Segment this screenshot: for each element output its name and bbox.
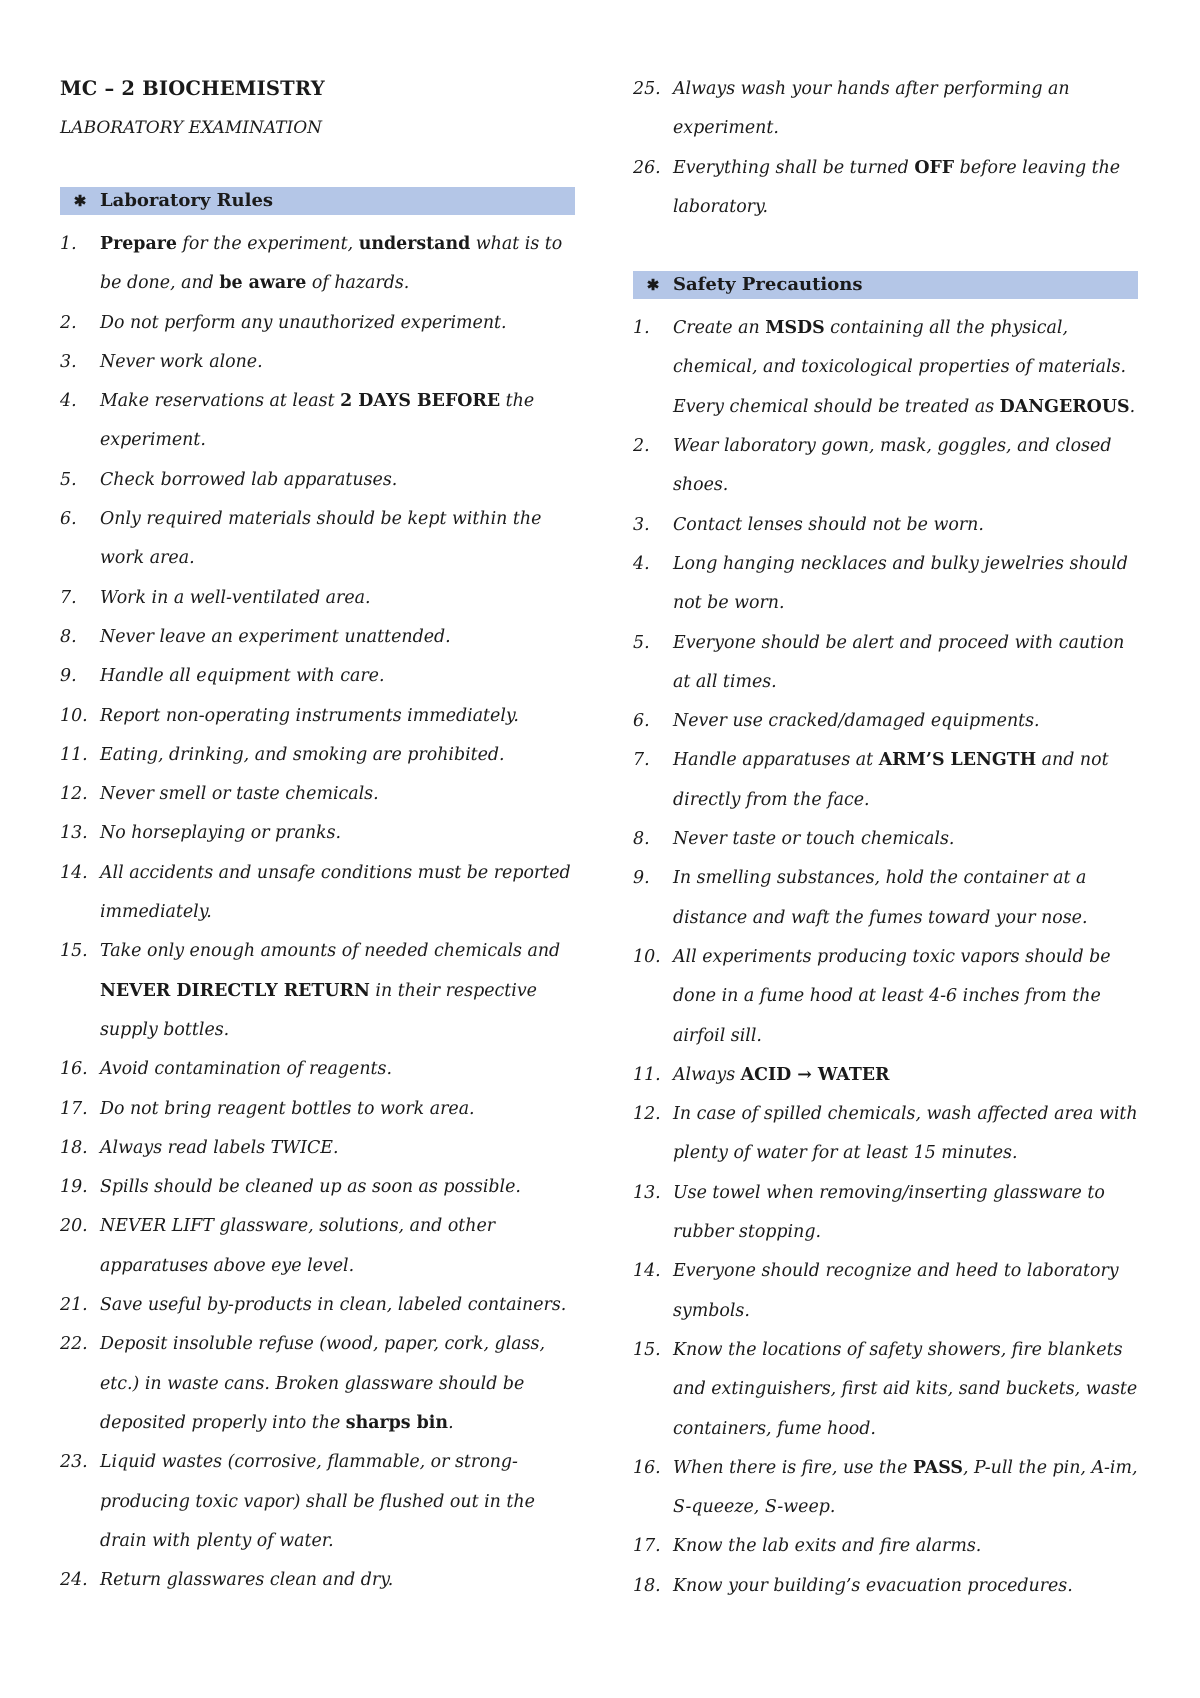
- item-text: Everything shall be turned: [673, 157, 915, 178]
- item-number: 23.: [60, 1452, 88, 1473]
- item-text: When there is fire, use the: [673, 1457, 913, 1478]
- section-heading-safety-precautions: [633, 271, 1138, 299]
- item-number: 14.: [633, 1261, 661, 1282]
- item-emphasis: be aware: [219, 273, 307, 294]
- item-number: 5.: [633, 632, 650, 653]
- list-item: [60, 225, 575, 304]
- item-number: 5.: [60, 469, 77, 490]
- item-number: 20.: [60, 1216, 88, 1237]
- item-text: Know your building’s evacuation procedures.: [673, 1575, 1073, 1596]
- list-item: [633, 1567, 1138, 1606]
- document-title: MC – 2 BIOCHEMISTRY: [60, 77, 325, 100]
- asterisk-bullet-icon: ✱: [73, 192, 87, 210]
- list-item: [633, 149, 1138, 228]
- item-number: 12.: [633, 1104, 661, 1125]
- item-text: Never taste or touch chemicals.: [673, 829, 955, 850]
- item-text: Use towel when removing/inserting glassware to rubber stopping.: [673, 1182, 1105, 1243]
- item-number: 6.: [633, 711, 650, 732]
- item-text: Never work alone.: [100, 351, 263, 372]
- list-item: [633, 506, 1138, 545]
- list-item: [633, 545, 1138, 624]
- item-text: Handle apparatuses at: [673, 750, 879, 771]
- item-text: Handle all equipment with care.: [100, 666, 385, 687]
- item-text: for the experiment,: [176, 234, 359, 254]
- item-number: 19.: [60, 1177, 88, 1198]
- item-number: 17.: [633, 1536, 661, 1557]
- item-emphasis: Prepare: [100, 234, 177, 254]
- list-item: [60, 618, 575, 657]
- item-text: of hazards.: [306, 273, 410, 294]
- list-item: [60, 657, 575, 696]
- list-item: [60, 1129, 575, 1168]
- item-number: 1.: [633, 318, 650, 339]
- list-item: [60, 736, 575, 775]
- document-subtitle: LABORATORY EXAMINATION: [60, 118, 323, 138]
- item-text: Do not perform any unauthorized experiment.: [100, 312, 507, 333]
- list-item: [60, 579, 575, 618]
- list-item: [60, 461, 575, 500]
- item-text: All experiments producing toxic vapors should be done in a fume hood at least 4-6 inches from the airfoil sill.: [673, 946, 1111, 1046]
- list-item: [633, 1252, 1138, 1331]
- item-text: Wear laboratory gown, mask, goggles, and closed shoes.: [673, 436, 1112, 496]
- item-number: 11.: [633, 1064, 661, 1085]
- left-column: [60, 70, 575, 1600]
- item-text: and not directly from the face.: [673, 750, 1109, 810]
- item-text: Know the locations of safety showers, fire blankets and extinguishers, first aid kits, sand buckets, waste containers, fume hood.: [673, 1339, 1138, 1439]
- item-text: Know the lab exits and fire alarms.: [673, 1536, 982, 1557]
- item-number: 18.: [60, 1137, 88, 1158]
- list-item: [633, 938, 1138, 1056]
- item-number: 22.: [60, 1334, 88, 1355]
- section-heading-label: Safety Precautions: [673, 274, 863, 296]
- item-number: 3.: [60, 351, 77, 372]
- list-item: [633, 820, 1138, 859]
- item-text: In smelling substances, hold the container at a distance and waft the fumes toward your nose.: [673, 868, 1088, 928]
- list-item: [60, 500, 575, 579]
- item-text: containing all the physical, chemical, and toxicological properties of materials. Every chemical should be treated as: [673, 318, 1126, 417]
- item-text: Do not bring reagent bottles to work area.: [100, 1098, 475, 1119]
- item-text: what is to be done, and: [100, 234, 563, 294]
- item-emphasis: 2 DAYS BEFORE: [340, 391, 501, 412]
- list-item: [60, 775, 575, 814]
- item-number: 21.: [60, 1295, 88, 1316]
- item-number: 8.: [633, 829, 650, 850]
- list-item: [633, 1095, 1138, 1174]
- safety-precautions-list: [633, 309, 1138, 1606]
- list-item: [60, 1090, 575, 1129]
- list-item: [633, 859, 1138, 938]
- list-item: [60, 382, 575, 461]
- item-text: Create an: [673, 318, 766, 339]
- list-item: [633, 702, 1138, 741]
- list-item: [60, 343, 575, 382]
- item-number: 2.: [633, 436, 650, 457]
- list-item: [633, 70, 1138, 149]
- item-number: 1.: [60, 234, 77, 254]
- item-number: 9.: [633, 868, 650, 889]
- item-number: 13.: [60, 823, 88, 844]
- list-item: [60, 854, 575, 933]
- list-item: [60, 304, 575, 343]
- item-emphasis: ACID → WATER: [740, 1064, 890, 1085]
- item-text: In case of spilled chemicals, wash affected area with plenty of water for at least 15 minutes.: [673, 1104, 1138, 1164]
- list-item: [633, 1174, 1138, 1253]
- item-number: 26.: [633, 157, 661, 178]
- item-text: Work in a well-ventilated area.: [100, 587, 371, 608]
- item-number: 13.: [633, 1182, 661, 1203]
- item-number: 15.: [633, 1339, 661, 1360]
- item-number: 24.: [60, 1570, 88, 1591]
- item-number: 16.: [60, 1059, 88, 1080]
- item-number: 16.: [633, 1457, 661, 1478]
- item-emphasis: OFF: [914, 157, 955, 178]
- list-item: [633, 1449, 1138, 1528]
- item-text: Avoid contamination of reagents.: [100, 1059, 392, 1080]
- item-emphasis: understand: [358, 234, 471, 254]
- list-item: [633, 624, 1138, 703]
- item-number: 7.: [633, 750, 650, 771]
- laboratory-rules-list-continued: [633, 70, 1138, 227]
- item-text: Only required materials should be kept within the work area.: [100, 509, 542, 569]
- item-text: Never leave an experiment unattended.: [100, 626, 451, 647]
- section-heading-label: Laboratory Rules: [100, 190, 274, 211]
- item-text: Report non-operating instruments immediately.: [100, 705, 519, 726]
- item-text: Check borrowed lab apparatuses.: [100, 469, 398, 490]
- item-text: before leaving the laboratory.: [673, 157, 1121, 217]
- item-number: 17.: [60, 1098, 88, 1119]
- item-text: Long hanging necklaces and bulky jewelries should not be worn.: [673, 553, 1128, 614]
- list-item: [60, 1561, 575, 1600]
- list-item: [60, 1207, 575, 1286]
- item-emphasis: PASS: [912, 1457, 963, 1478]
- item-number: 18.: [633, 1575, 661, 1596]
- item-number: 25.: [633, 79, 661, 99]
- item-number: 12.: [60, 784, 88, 805]
- item-text: Never smell or taste chemicals.: [100, 784, 379, 805]
- item-number: 4.: [60, 391, 77, 412]
- item-text: in their respective supply bottles.: [100, 980, 537, 1040]
- item-emphasis: DANGEROUS: [999, 396, 1130, 417]
- item-text: Spills should be cleaned up as soon as possible.: [100, 1177, 521, 1198]
- list-item: [60, 697, 575, 736]
- item-number: 11.: [60, 744, 88, 765]
- item-number: 7.: [60, 587, 77, 608]
- item-number: 2.: [60, 312, 77, 333]
- list-item: [60, 814, 575, 853]
- item-text: NEVER LIFT glassware, solutions, and other apparatuses above eye level.: [100, 1216, 496, 1276]
- list-item: [633, 1527, 1138, 1566]
- item-text: Always read labels TWICE.: [100, 1137, 339, 1158]
- item-text: the experiment.: [100, 391, 535, 451]
- item-text: Liquid wastes (corrosive, flammable, or strong-producing toxic vapor) shall be flushed out in the drain with plenty of water.: [100, 1452, 535, 1551]
- item-text: .: [1129, 396, 1136, 417]
- item-number: 8.: [60, 626, 77, 647]
- item-text: No horseplaying or pranks.: [100, 823, 342, 844]
- item-text: Return glasswares clean and dry.: [100, 1570, 394, 1591]
- list-item: [633, 741, 1138, 820]
- list-item: [633, 427, 1138, 506]
- list-item: [633, 1056, 1138, 1095]
- item-text: .: [448, 1412, 454, 1433]
- list-item: [60, 1286, 575, 1325]
- item-number: 3.: [633, 514, 650, 535]
- laboratory-rules-list: [60, 225, 575, 1600]
- item-text: All accidents and unsafe conditions must be reported immediately.: [100, 862, 571, 923]
- item-number: 14.: [60, 862, 88, 883]
- item-number: 10.: [60, 705, 88, 726]
- item-emphasis: sharps bin: [345, 1412, 449, 1433]
- right-column: [633, 70, 1138, 1606]
- item-text: Eating, drinking, and smoking are prohibited.: [100, 744, 505, 765]
- item-text: Save useful by-products in clean, labeled containers.: [100, 1295, 567, 1316]
- list-item: [633, 1331, 1138, 1449]
- item-text: Everyone should recognize and heed to laboratory symbols.: [673, 1261, 1119, 1321]
- item-number: 15.: [60, 941, 88, 962]
- item-text: Always: [673, 1064, 741, 1085]
- item-text: Contact lenses should not be worn.: [673, 514, 984, 535]
- item-emphasis: MSDS: [765, 318, 825, 339]
- list-item: [60, 1325, 575, 1443]
- item-text: Take only enough amounts of needed chemicals and: [100, 941, 561, 962]
- item-text: , P-ull the pin, A-im, S-queeze, S-weep.: [673, 1457, 1138, 1518]
- list-item: [633, 309, 1138, 427]
- asterisk-bullet-icon: ✱: [646, 276, 660, 295]
- list-item: [60, 1443, 575, 1561]
- item-text: Make reservations at least: [100, 391, 341, 412]
- item-emphasis: NEVER DIRECTLY RETURN: [100, 980, 370, 1001]
- section-heading-laboratory-rules: [60, 187, 575, 215]
- item-text: Never use cracked/damaged equipments.: [673, 711, 1040, 732]
- list-item: [60, 1050, 575, 1089]
- item-text: Everyone should be alert and proceed with caution at all times.: [673, 632, 1125, 692]
- item-emphasis: ARM’S LENGTH: [878, 750, 1037, 771]
- list-item: [60, 1168, 575, 1207]
- item-number: 10.: [633, 946, 661, 967]
- item-number: 4.: [633, 553, 650, 574]
- item-number: 6.: [60, 509, 77, 530]
- list-item: [60, 932, 575, 1050]
- item-text: Deposit insoluble refuse (wood, paper, cork, glass, etc.) in waste cans. Broken glassware should be deposited properly into the: [100, 1334, 545, 1433]
- item-text: Always wash your hands after performing an experiment.: [673, 79, 1070, 139]
- item-number: 9.: [60, 666, 77, 687]
